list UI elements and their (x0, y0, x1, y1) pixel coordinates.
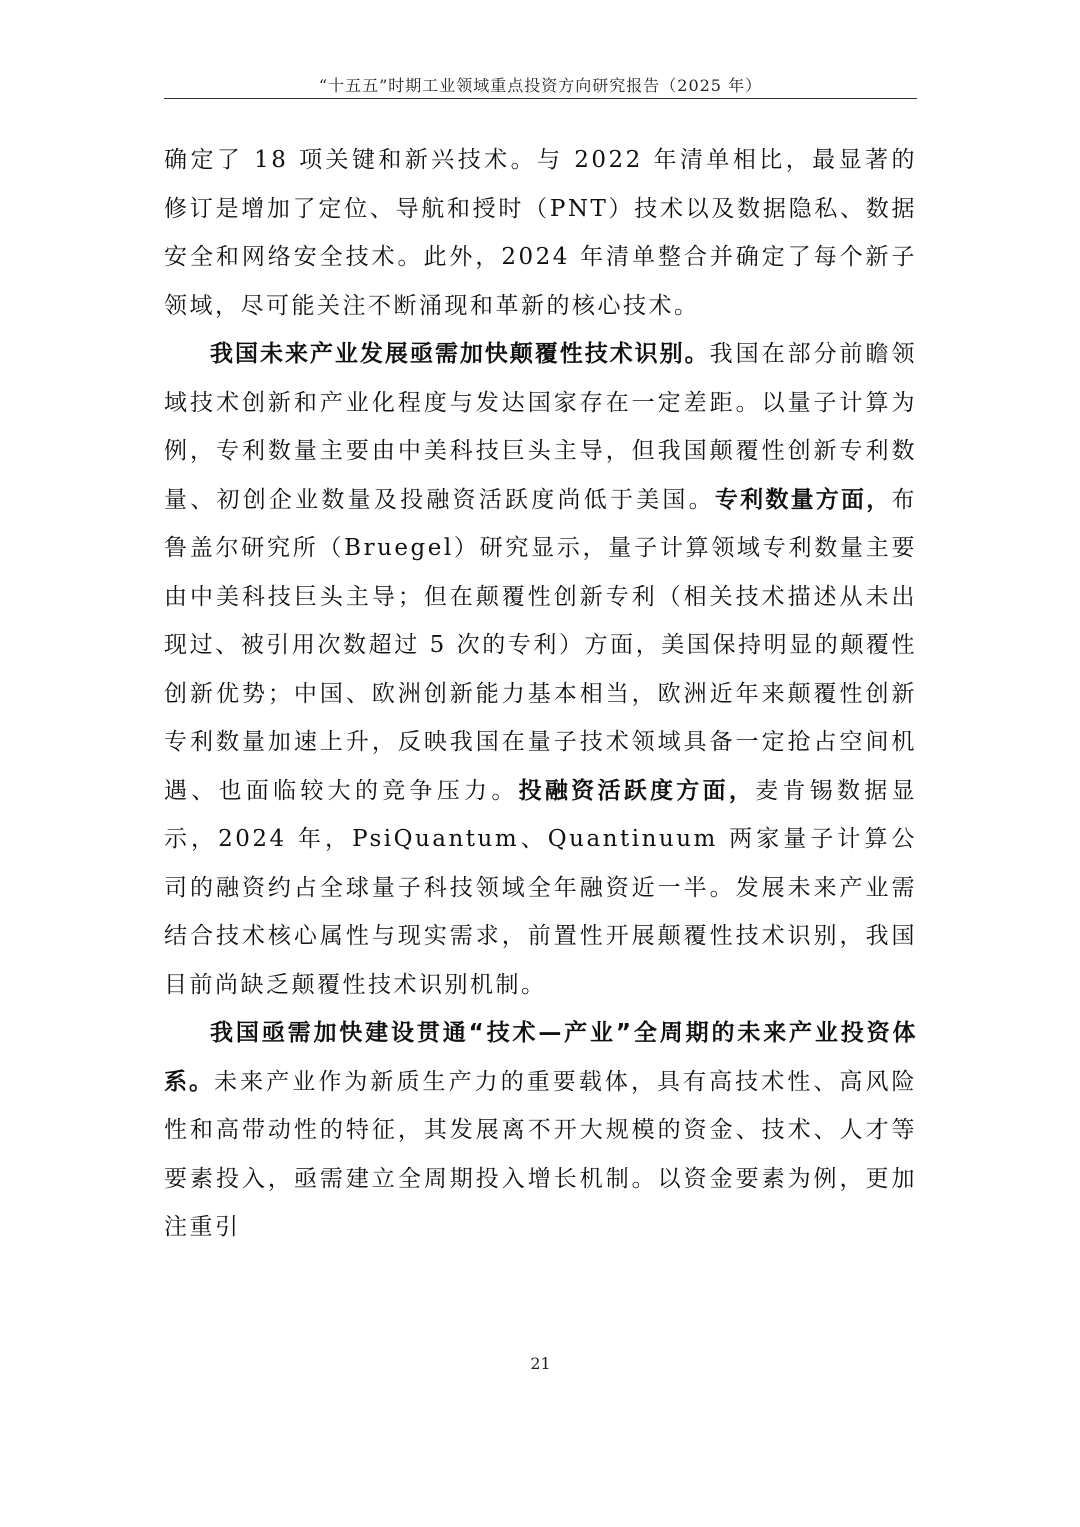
paragraph-text: 布鲁盖尔研究所（Bruegel）研究显示，量子计算领域专利数量主要由中美科技巨头主导；但在颠覆性创新专利（相关技术描述从未出现过、被引用次数超过 5 次的专利）方面，美国保持明显的颠覆性创新优势；中国、欧洲创新能力基本相当，欧洲近年来颠覆性创新专利数量加速上升，反映我国在量子技术领域具备一定抢占空间机遇、也面临较大的竞争压力。 (164, 486, 918, 804)
sub-heading-patents: 专利数量方面， (714, 486, 892, 513)
paragraph-heading: 我国未来产业发展亟需加快颠覆性技术识别。 (210, 341, 710, 367)
paragraph-heading: 我国亟需加快建设贯通“技术—产业”全周期的未来产业投资体系。 (164, 1020, 917, 1095)
paragraph-text: 未来产业作为新质生产力的重要载体，具有高技术性、高风险性和高带动性的特征，其发展离不开大规模的资金、技术、人才等要素投入，亟需建立全周期投入增长机制。以资金要素为例，更加注重引 (164, 1068, 918, 1240)
paragraph-continued (164, 136, 917, 330)
paragraph-investment-system (164, 1009, 917, 1252)
page-body (164, 136, 917, 1252)
paragraph-text: 麦肯锡数据显示，2024 年，PsiQuantum、Quantinuum 两家量子计算公司的融资约占全球量子科技领域全年融资近一半。发展未来产业需结合技术核心属性与现实需求，前置性开展颠覆性技术识别，我国目前尚缺乏颠覆性技术识别机制。 (164, 777, 918, 998)
paragraph-text: 我国在部分前瞻领域技术创新和产业化程度与发达国家存在一定差距。以量子计算为例，专利数量主要由中美科技巨头主导，但我国颠覆性创新专利数量、初创企业数量及投融资活跃度尚低于美国。 (164, 341, 918, 513)
running-header: “十五五”时期工业领域重点投资方向研究报告（2025 年） (318, 76, 763, 95)
paragraph-disruptive-tech (164, 330, 917, 1009)
sub-heading-financing: 投融资活跃度方面， (518, 777, 756, 804)
page-number: 21 (530, 1354, 551, 1373)
paragraph-text: 确定了 18 项关键和新兴技术。与 2022 年清单相比，最显著的修订是增加了定位、导航和授时（PNT）技术以及数据隐私、数据安全和网络安全技术。此外，2024 年清单整合并确定了每个新子领域，尽可能关注不断涌现和革新的核心技术。 (164, 147, 917, 319)
header-divider (164, 98, 917, 99)
